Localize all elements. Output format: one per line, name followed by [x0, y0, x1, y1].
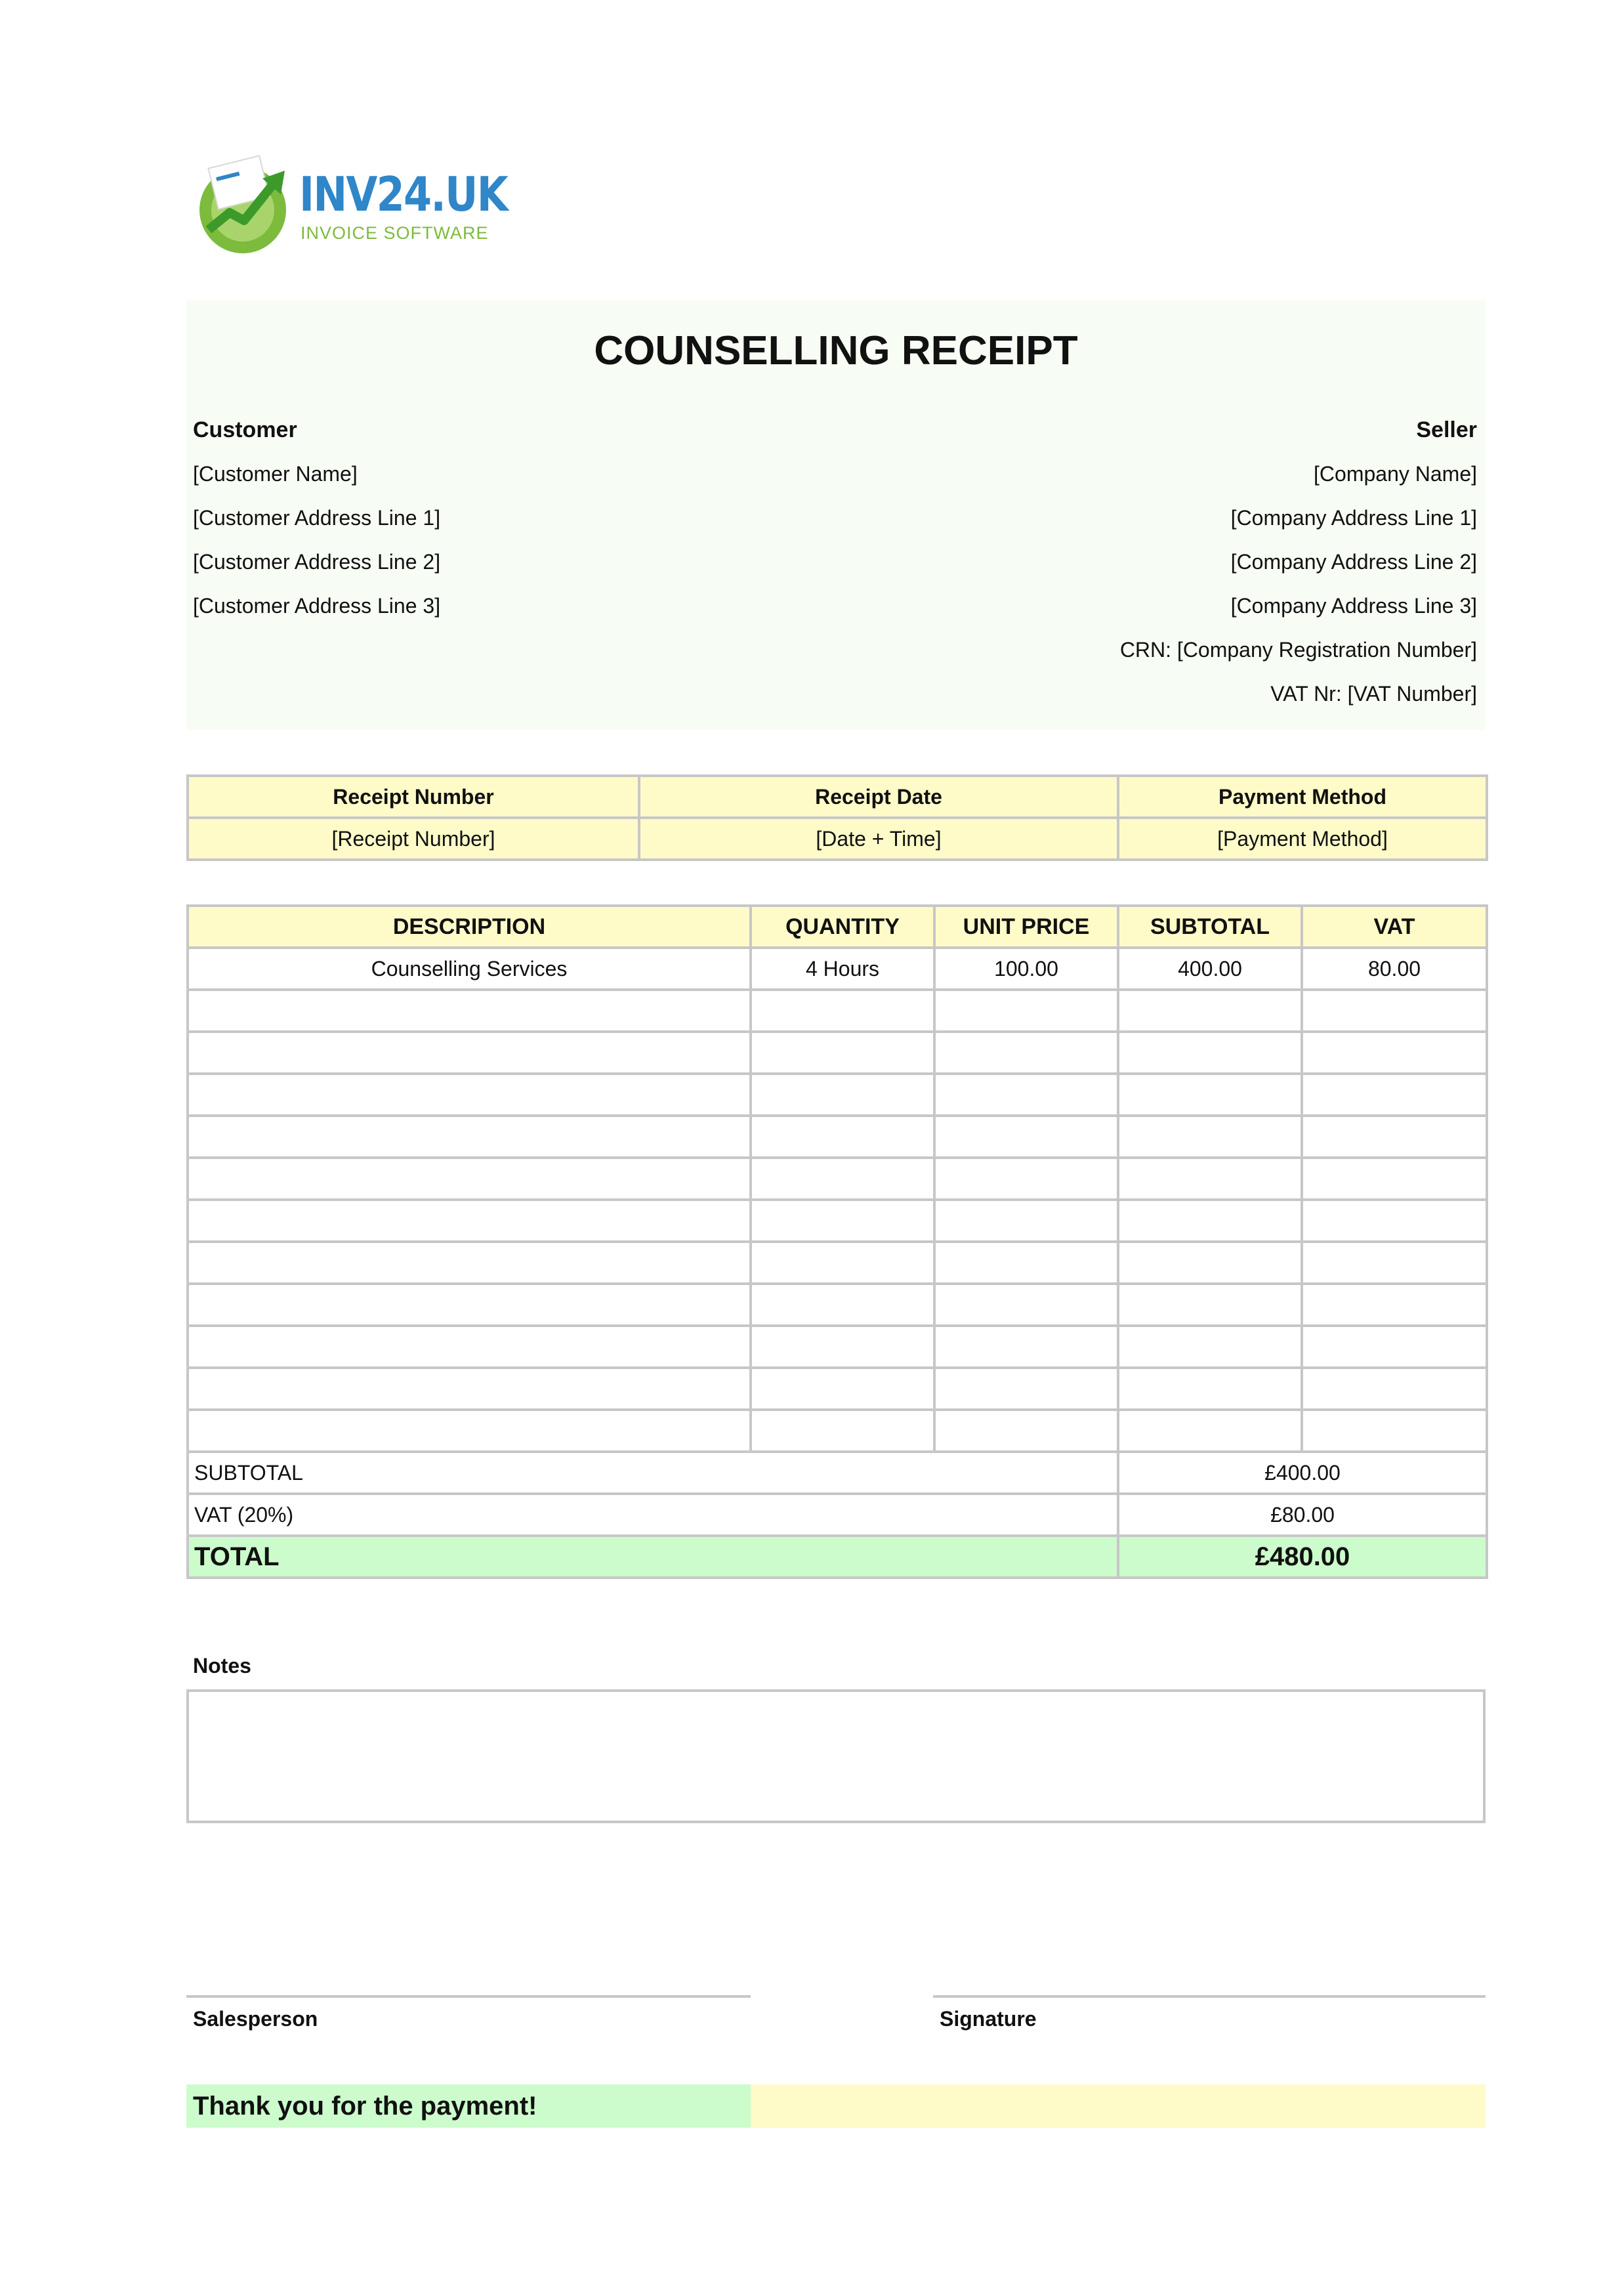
items-table: [186, 904, 1488, 1579]
item-unit-price-cell: [934, 990, 1118, 1032]
item-quantity-cell: [751, 1074, 934, 1116]
logo-tagline: INVOICE SOFTWARE: [301, 223, 489, 243]
logo-icon: [189, 152, 301, 257]
items-header-row: [188, 906, 1487, 948]
item-quantity-cell: [751, 1368, 934, 1410]
logo-name: INV24.UK: [299, 167, 507, 222]
item-quantity-cell: [751, 1326, 934, 1368]
quantity-header: QUANTITY: [751, 906, 934, 948]
item-row: [188, 948, 1487, 990]
item-description-cell: [188, 1116, 751, 1158]
company-address-line-1: [Company Address Line 1]: [1230, 506, 1477, 530]
seller-block: [1120, 408, 1477, 716]
item-unit-price-cell: 100.00: [934, 948, 1118, 990]
item-subtotal-cell: [1118, 1242, 1302, 1284]
notes-box[interactable]: [186, 1689, 1486, 1823]
item-vat-cell: [1302, 990, 1487, 1032]
subtotal-header: SUBTOTAL: [1118, 906, 1302, 948]
receipt-date-header: Receipt Date: [639, 776, 1118, 818]
item-unit-price-cell: [934, 1284, 1118, 1326]
item-quantity-cell: [751, 1284, 934, 1326]
item-vat-cell: [1302, 1284, 1487, 1326]
item-vat-cell: 80.00: [1302, 948, 1487, 990]
vat-row: [188, 1494, 1487, 1536]
item-quantity-cell: [751, 990, 934, 1032]
item-description-cell: [188, 990, 751, 1032]
item-description-cell: [188, 1410, 751, 1452]
item-vat-cell: [1302, 1074, 1487, 1116]
item-row: [188, 1242, 1487, 1284]
company-name: [Company Name]: [1314, 462, 1477, 486]
customer-heading: Customer: [193, 417, 297, 442]
item-subtotal-cell: [1118, 1032, 1302, 1074]
item-subtotal-cell: [1118, 1326, 1302, 1368]
item-subtotal-cell: [1118, 1284, 1302, 1326]
item-row: [188, 990, 1487, 1032]
receipt-number-value: [Receipt Number]: [188, 818, 639, 860]
item-description-cell: [188, 1158, 751, 1200]
item-description-cell: [188, 1284, 751, 1326]
item-subtotal-cell: [1118, 1410, 1302, 1452]
item-description-cell: [188, 1368, 751, 1410]
receipt-info-header-row: [188, 776, 1487, 818]
subtotal-value: £400.00: [1118, 1452, 1487, 1494]
company-registration-number: CRN: [Company Registration Number]: [1119, 638, 1477, 662]
item-unit-price-cell: [934, 1410, 1118, 1452]
item-description-cell: [188, 1074, 751, 1116]
item-row: [188, 1032, 1487, 1074]
item-description-cell: [188, 1326, 751, 1368]
item-unit-price-cell: [934, 1116, 1118, 1158]
item-description-cell: [188, 1200, 751, 1242]
subtotal-label: SUBTOTAL: [188, 1452, 1118, 1494]
item-subtotal-cell: [1118, 990, 1302, 1032]
subtotal-row: [188, 1452, 1487, 1494]
item-vat-cell: [1302, 1410, 1487, 1452]
item-row: [188, 1368, 1487, 1410]
item-quantity-cell: [751, 1200, 934, 1242]
company-address-line-2: [Company Address Line 2]: [1230, 550, 1477, 574]
total-row: [188, 1536, 1487, 1578]
vat-number: VAT Nr: [VAT Number]: [1270, 682, 1477, 706]
item-description-cell: [188, 1032, 751, 1074]
item-vat-cell: [1302, 1116, 1487, 1158]
vat-value: £80.00: [1118, 1494, 1487, 1536]
item-subtotal-cell: [1118, 1368, 1302, 1410]
footer-yellow-bar: [751, 2084, 1486, 2128]
item-quantity-cell: [751, 1242, 934, 1284]
item-unit-price-cell: [934, 1074, 1118, 1116]
receipt-number-header: Receipt Number: [188, 776, 639, 818]
item-row: [188, 1116, 1487, 1158]
item-description-cell: [188, 1242, 751, 1284]
thank-you-message: Thank you for the payment!: [193, 2092, 537, 2121]
item-row: [188, 1410, 1487, 1452]
item-unit-price-cell: [934, 1326, 1118, 1368]
receipt-info-table: [186, 774, 1488, 861]
total-label: TOTAL: [188, 1536, 1118, 1578]
item-unit-price-cell: [934, 1200, 1118, 1242]
item-vat-cell: [1302, 1242, 1487, 1284]
salesperson-label: Salesperson: [193, 2007, 318, 2031]
item-subtotal-cell: 400.00: [1118, 948, 1302, 990]
vat-header: VAT: [1302, 906, 1487, 948]
item-vat-cell: [1302, 1200, 1487, 1242]
item-quantity-cell: [751, 1116, 934, 1158]
signature-label: Signature: [940, 2007, 1037, 2031]
item-vat-cell: [1302, 1032, 1487, 1074]
item-subtotal-cell: [1118, 1074, 1302, 1116]
item-quantity-cell: [751, 1410, 934, 1452]
customer-address-line-3: [Customer Address Line 3]: [193, 594, 441, 618]
customer-address-line-1: [Customer Address Line 1]: [193, 506, 441, 530]
receipt-info-value-row: [188, 818, 1487, 860]
item-quantity-cell: [751, 1032, 934, 1074]
customer-name: [Customer Name]: [193, 462, 358, 486]
item-vat-cell: [1302, 1326, 1487, 1368]
notes-label: Notes: [193, 1654, 251, 1678]
item-vat-cell: [1302, 1368, 1487, 1410]
item-row: [188, 1158, 1487, 1200]
customer-block: [193, 408, 440, 628]
company-logo: [189, 152, 507, 257]
item-row: [188, 1326, 1487, 1368]
item-row: [188, 1074, 1487, 1116]
company-address-line-3: [Company Address Line 3]: [1230, 594, 1477, 618]
seller-heading: Seller: [1416, 417, 1477, 442]
item-quantity-cell: [751, 1158, 934, 1200]
item-unit-price-cell: [934, 1368, 1118, 1410]
item-unit-price-cell: [934, 1032, 1118, 1074]
payment-method-header: Payment Method: [1118, 776, 1487, 818]
item-unit-price-cell: [934, 1158, 1118, 1200]
item-row: [188, 1200, 1487, 1242]
description-header: DESCRIPTION: [188, 906, 751, 948]
item-unit-price-cell: [934, 1242, 1118, 1284]
item-vat-cell: [1302, 1158, 1487, 1200]
item-row: [188, 1284, 1487, 1326]
total-value: £480.00: [1118, 1536, 1487, 1578]
item-subtotal-cell: [1118, 1200, 1302, 1242]
vat-label: VAT (20%): [188, 1494, 1118, 1536]
item-subtotal-cell: [1118, 1116, 1302, 1158]
signature-line: [933, 1995, 1486, 1998]
item-subtotal-cell: [1118, 1158, 1302, 1200]
customer-address-line-2: [Customer Address Line 2]: [193, 550, 441, 574]
receipt-date-value: [Date + Time]: [639, 818, 1118, 860]
item-quantity-cell: 4 Hours: [751, 948, 934, 990]
item-description-cell: Counselling Services: [188, 948, 751, 990]
unit-price-header: UNIT PRICE: [934, 906, 1118, 948]
payment-method-value: [Payment Method]: [1118, 818, 1487, 860]
document-title: COUNSELLING RECEIPT: [594, 328, 1078, 373]
salesperson-line: [186, 1995, 751, 1998]
